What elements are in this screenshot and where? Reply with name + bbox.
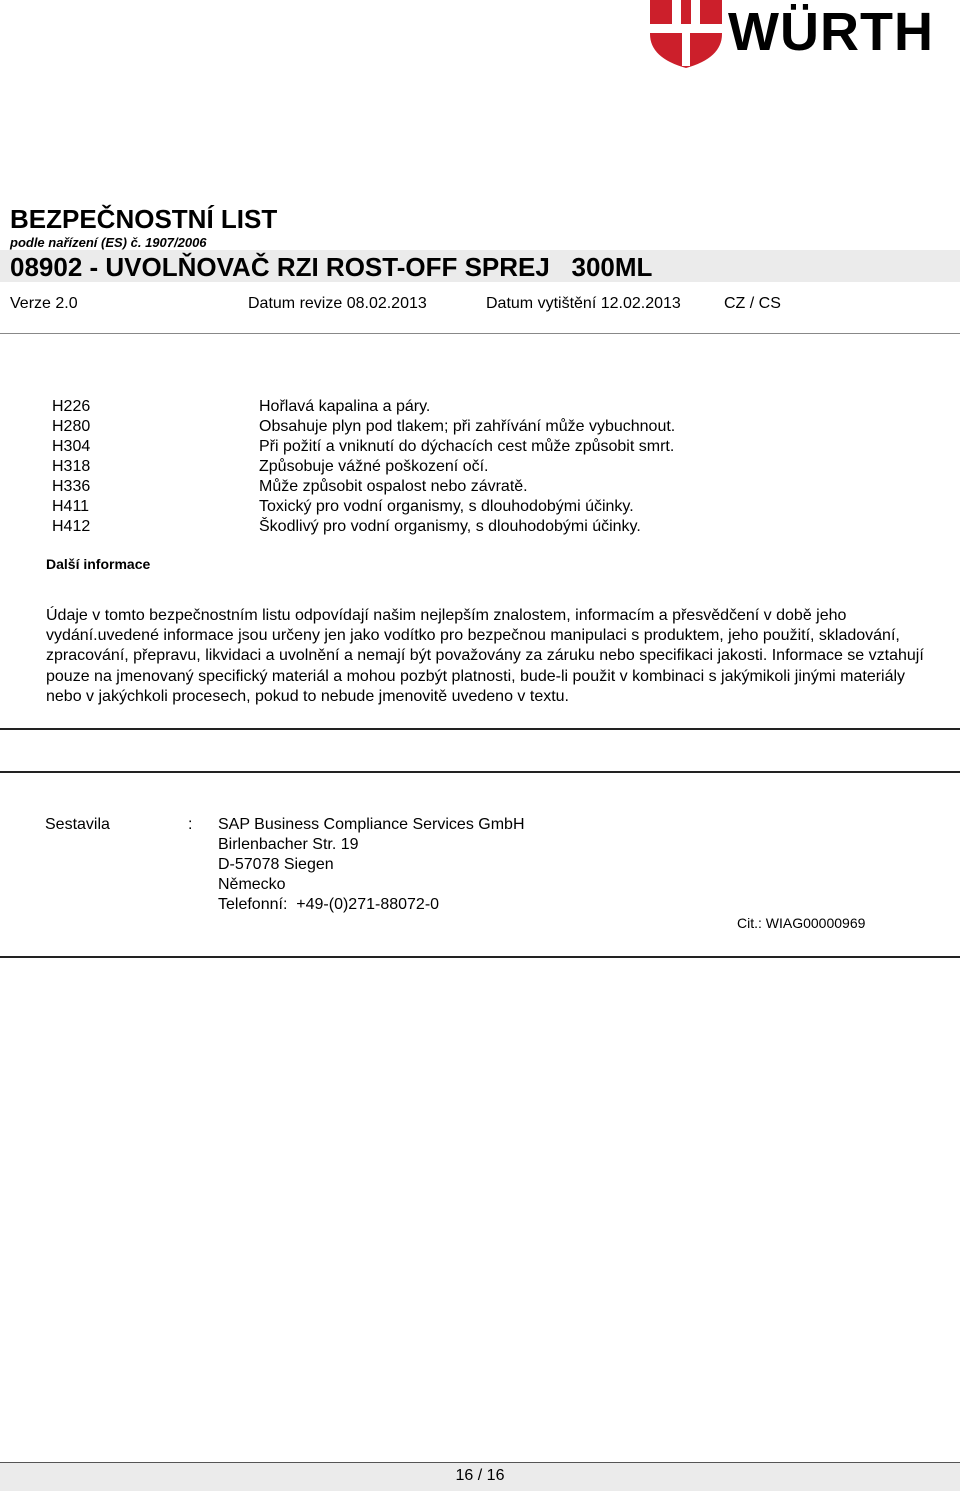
company-name: SAP Business Compliance Services GmbH bbox=[218, 816, 525, 833]
document-title: BEZPEČNOSTNÍ LIST bbox=[10, 204, 278, 234]
compiled-by-colon: : bbox=[188, 816, 193, 833]
company-country: Německo bbox=[218, 876, 286, 893]
product-name: 08902 - UVOLŇOVAČ RZI ROST-OFF SPREJ 300ML bbox=[10, 252, 653, 282]
company-phone: Telefonní: +49-(0)271-88072-0 bbox=[218, 896, 440, 913]
compiled-by-label: Sestavila bbox=[45, 816, 110, 833]
brand-wordmark: WÜRTH bbox=[728, 2, 934, 62]
locale: CZ / CS bbox=[724, 295, 781, 312]
section-divider bbox=[0, 728, 960, 730]
print-date: Datum vytištění 12.02.2013 bbox=[486, 295, 681, 312]
hazard-text: Škodlivý pro vodní organismy, s dlouhodobými účinky. bbox=[259, 518, 641, 535]
hazard-text: Může způsobit ospalost nebo závratě. bbox=[259, 478, 528, 495]
hazard-code: H411 bbox=[52, 498, 90, 515]
revision-date: Datum revize 08.02.2013 bbox=[248, 295, 427, 312]
further-info-paragraph: Údaje v tomto bezpečnostním listu odpovídají našim nejlepším znalostem, informacím a přesvědčení v době jeho vydání.uvedené informace jsou určeny jen jako vodítko pro bezpečnou manipulaci s produktem, jeho použití, skladování, zpracování, přepravu, likvidaci a uvolnění a nemají být považovány za záruku nebo specifikaci jakosti. Informace se vztahují pouze na jmenovaný specifický materiál a mohou pozbýt platnosti, bude-li použit v kombinaci s jakýmikoli jinými materiály nebo v jakýchkoli procesech, pokud to nebude jmenovitě uvedeno v textu. bbox=[46, 607, 924, 705]
hazard-text: Toxický pro vodní organismy, s dlouhodobými účinky. bbox=[259, 498, 634, 515]
version: Verze 2.0 bbox=[10, 295, 78, 312]
hazard-code: H280 bbox=[52, 418, 91, 435]
regulation-subtitle: podle nařízení (ES) č. 1907/2006 bbox=[10, 235, 207, 250]
hazard-code: H304 bbox=[52, 438, 91, 455]
citation-code: Cit.: WIAG00000969 bbox=[737, 915, 866, 931]
company-street: Birlenbacher Str. 19 bbox=[218, 836, 359, 853]
hazard-text: Obsahuje plyn pod tlakem; při zahřívání může vybuchnout. bbox=[259, 418, 676, 435]
footer-divider bbox=[0, 1462, 960, 1463]
company-city: D-57078 Siegen bbox=[218, 856, 334, 873]
hazard-code: H412 bbox=[52, 518, 91, 535]
hazard-code: H336 bbox=[52, 478, 91, 495]
section-divider bbox=[0, 771, 960, 773]
page-number: 16 / 16 bbox=[455, 1467, 505, 1484]
further-info-heading: Další informace bbox=[46, 556, 151, 572]
header-divider bbox=[0, 333, 960, 334]
hazard-text: Způsobuje vážné poškození očí. bbox=[259, 458, 489, 475]
hazard-text: Hořlavá kapalina a páry. bbox=[259, 398, 431, 415]
hazard-code: H318 bbox=[52, 458, 91, 475]
hazard-text: Při požití a vniknutí do dýchacích cest může způsobit smrt. bbox=[259, 438, 675, 455]
hazard-code: H226 bbox=[52, 398, 91, 415]
section-divider bbox=[0, 956, 960, 958]
